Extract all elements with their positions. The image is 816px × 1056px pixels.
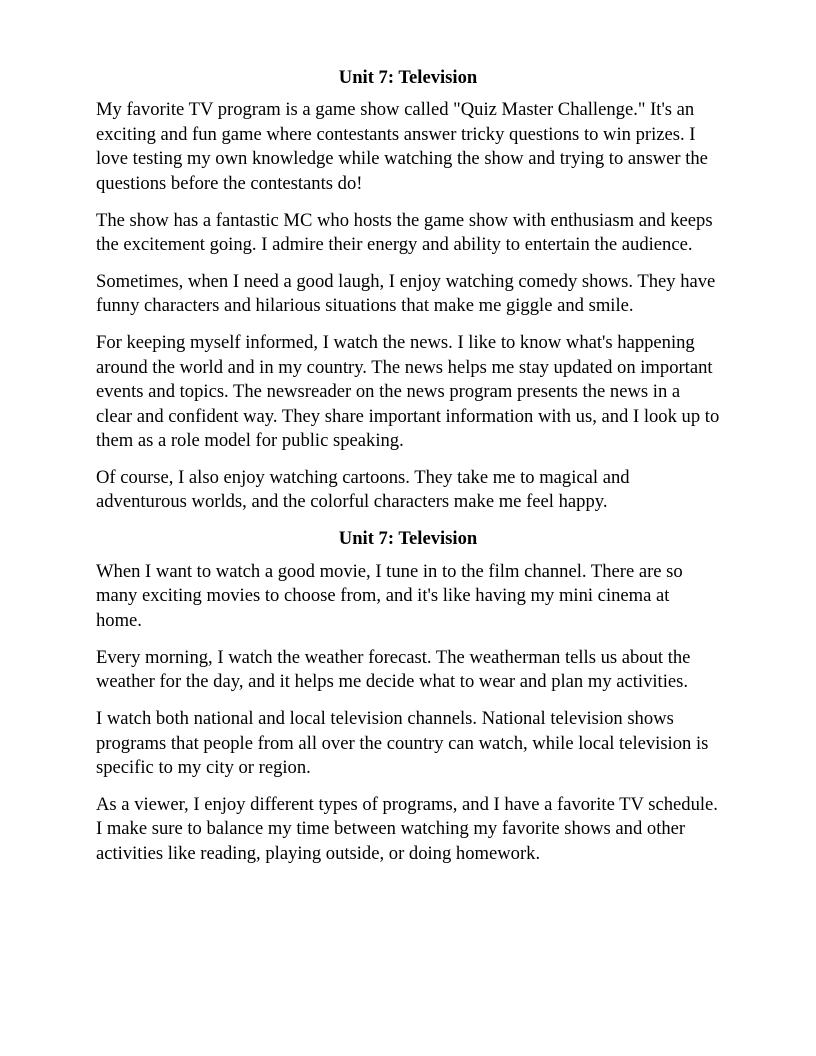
paragraph: Every morning, I watch the weather forecast. The weatherman tells us about the weather for the day, and it helps me decide what to wear and plan my activities.	[96, 646, 691, 693]
section-heading: Unit 7: Television	[338, 528, 478, 550]
section-heading: Unit 7: Television	[338, 67, 478, 88]
paragraph: I watch both national and local television channels. National television shows programs that people from all over the country can watch, while local television is specific to my city or region.	[96, 708, 709, 778]
paragraph: For keeping myself informed, I watch the news. I like to know what's happening around the world and in my country. The news helps me stay updated on important events and topics. The newsreader on the news program presents the news in a clear and confident way. They share important information with us, and I look up to them as a role model for public speaking.	[96, 332, 720, 452]
paragraph: The show has a fantastic MC who hosts the game show with enthusiasm and keeps the excitement going. I admire their energy and ability to entertain the audience.	[96, 209, 713, 256]
paragraph: My favorite TV program is a game show called "Quiz Master Challenge." It's an exciting and fun game where contestants answer tricky questions to win prizes. I love testing my own knowledge while watching the show and trying to answer the questions before the contestants do!	[96, 99, 708, 194]
paragraph: Of course, I also enjoy watching cartoons. They take me to magical and adventurous worlds, and the colorful characters make me feel happy.	[96, 467, 630, 513]
paragraph: As a viewer, I enjoy different types of programs, and I have a favorite TV schedule. I make sure to balance my time between watching my favorite shows and other activities like reading, playing outside, or doing homework.	[96, 793, 718, 864]
paragraph: When I want to watch a good movie, I tune in to the film channel. There are so many exciting movies to choose from, and it's like having my mini cinema at home.	[96, 560, 683, 631]
paragraph: Sometimes, when I need a good laugh, I enjoy watching comedy shows. They have funny characters and hilarious situations that make me giggle and smile.	[96, 271, 716, 317]
